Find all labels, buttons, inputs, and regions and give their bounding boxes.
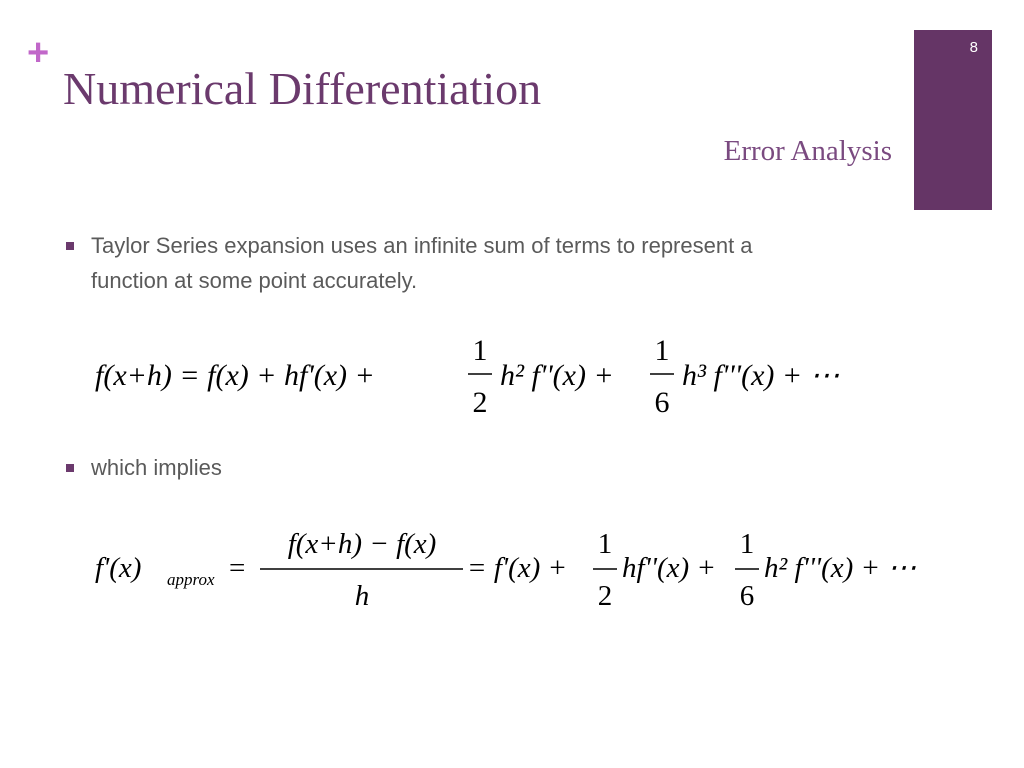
eq2-equals: = [229, 552, 246, 584]
bullet-text: Taylor Series expansion uses an infinite sum of terms to represent a function at some point accurately. [91, 233, 753, 293]
eq1-lhs: f(x+h) = f(x) + hf'(x) + [95, 359, 375, 392]
bullet-square-icon [66, 464, 74, 472]
bullet-text: which implies [91, 455, 222, 480]
eq2-frac1-den: 2 [597, 580, 613, 612]
eq2-rhs1: = f'(x) + [467, 552, 568, 584]
taylor-equation [95, 330, 865, 425]
bullet-taylor [66, 228, 826, 300]
eq2-frac1-num: 1 [597, 528, 613, 560]
eq1-term2: h² f''(x) + [500, 359, 614, 392]
eq2-frac-den: h [354, 580, 370, 612]
eq1-frac1-num: 1 [472, 334, 488, 367]
eq2-frac2-num: 1 [739, 528, 755, 560]
eq2-frac2-den: 6 [739, 580, 755, 612]
page-number-bar [914, 30, 992, 210]
plus-icon: + [27, 32, 50, 74]
eq1-frac1-den: 2 [472, 386, 488, 419]
eq1-frac2-num: 1 [654, 334, 670, 367]
eq2-rhs2: hf''(x) + [622, 552, 716, 584]
eq2-frac-num: f(x+h) − f(x) [287, 528, 437, 560]
slide-subtitle: Error Analysis [723, 135, 892, 167]
eq1-term3: h³ f'''(x) + ⋯ [682, 359, 840, 392]
eq2-rhs3: h² f'''(x) + ⋯ [764, 552, 917, 584]
eq1-frac2-den: 6 [654, 386, 670, 419]
bullet-square-icon [66, 242, 74, 250]
eq2-lhs: f'(x) [95, 552, 142, 584]
approx-equation [95, 525, 925, 620]
page-number: 8 [969, 39, 978, 56]
eq2-subscript: approx [167, 570, 215, 589]
slide-title: Numerical Differentiation [63, 63, 542, 114]
bullet-implies [66, 450, 826, 486]
